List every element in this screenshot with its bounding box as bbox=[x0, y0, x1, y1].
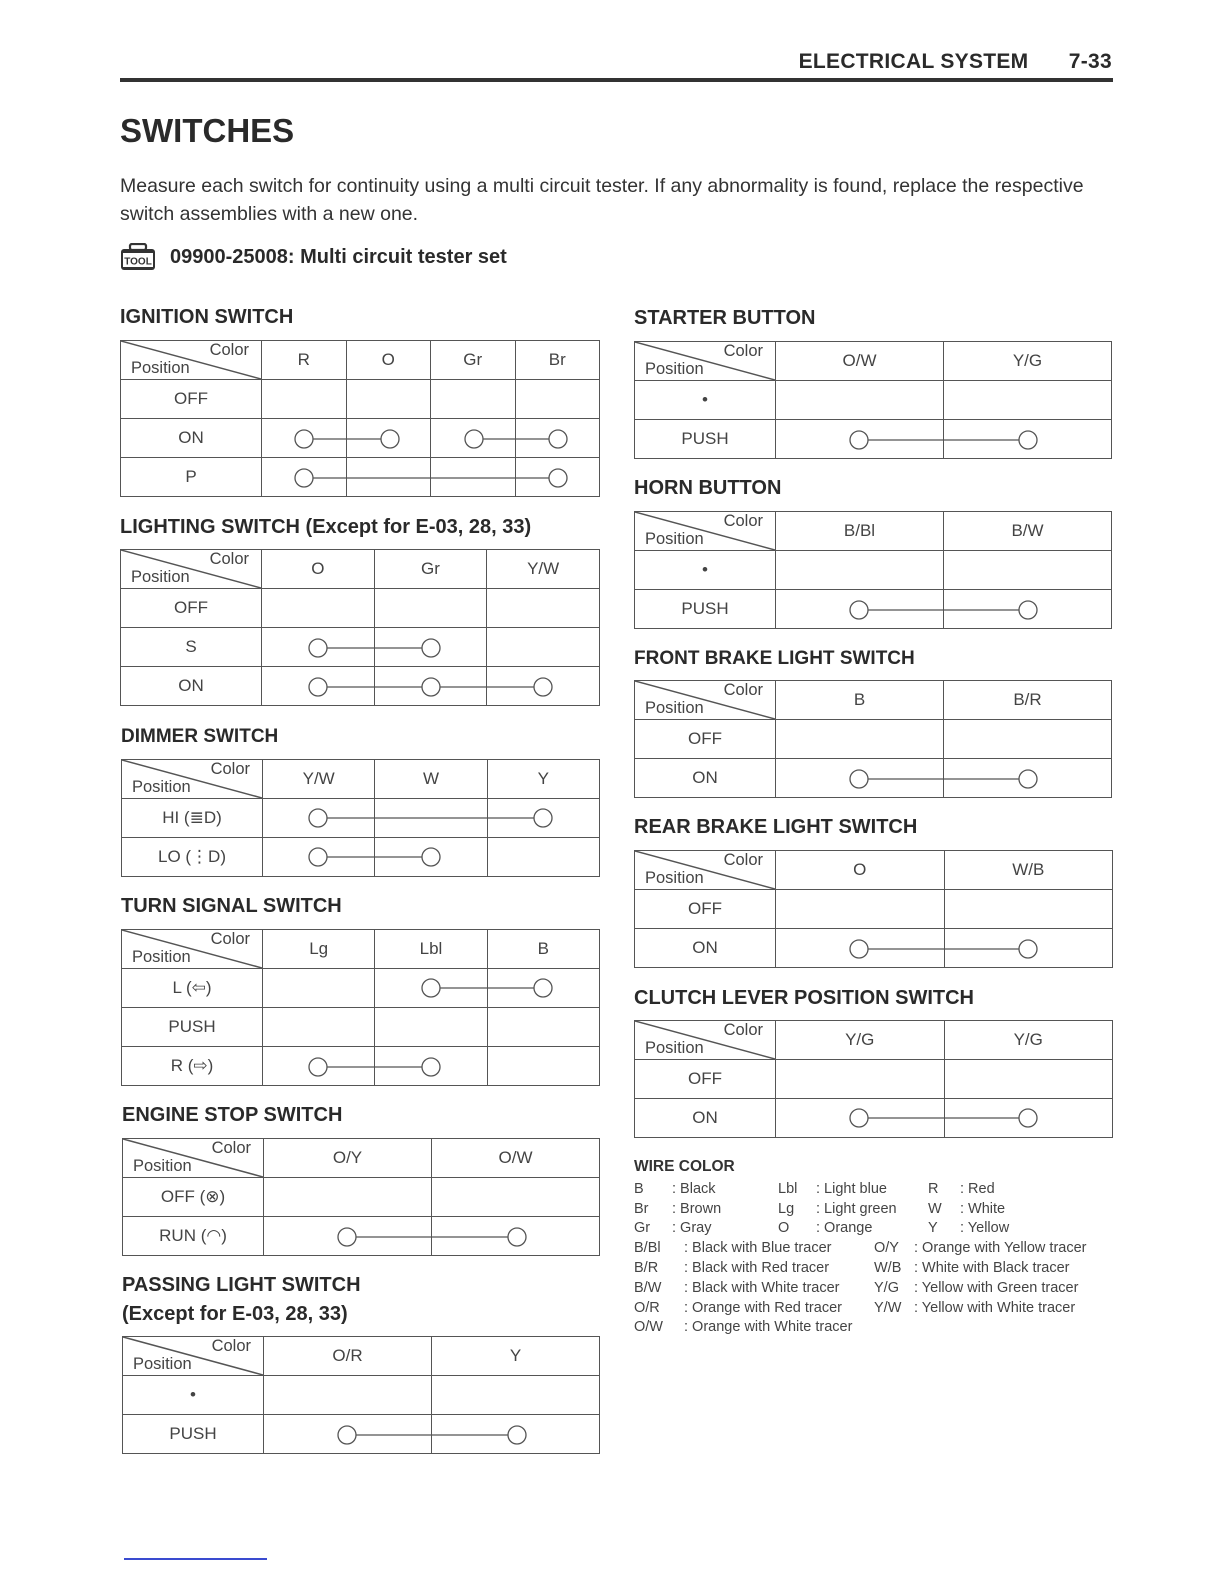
legend-code: O/R bbox=[634, 1299, 660, 1316]
starter-button-title: STARTER BUTTON bbox=[634, 307, 816, 329]
table-row bbox=[635, 1099, 1113, 1138]
passing-light-switch-title bbox=[122, 1271, 361, 1329]
legend-desc: : Gray bbox=[672, 1220, 712, 1237]
ignition-switch-table bbox=[120, 340, 600, 497]
color-label: Color bbox=[723, 512, 763, 530]
table-row bbox=[123, 1178, 600, 1217]
column-header: Lbl bbox=[375, 930, 487, 969]
wire-color-legend bbox=[634, 1158, 1114, 1337]
front-brake-light-switch-title: FRONT BRAKE LIGHT SWITCH bbox=[634, 648, 915, 669]
table-row bbox=[122, 969, 600, 1008]
legend-row bbox=[634, 1238, 1114, 1258]
position-label: Position bbox=[645, 869, 704, 887]
row-label: OFF (⊗) bbox=[123, 1178, 264, 1217]
column-header: B bbox=[487, 930, 599, 969]
legend-code: B/W bbox=[634, 1279, 662, 1296]
table-row bbox=[123, 1415, 600, 1454]
color-label: Color bbox=[723, 681, 763, 699]
legend-row bbox=[634, 1298, 1114, 1318]
legend-code: Y bbox=[928, 1220, 938, 1237]
running-header bbox=[799, 50, 1112, 74]
table-corner-header bbox=[635, 681, 776, 720]
legend-desc: : Light blue bbox=[816, 1180, 887, 1197]
clutch-lever-switch-table bbox=[634, 1020, 1113, 1138]
legend-code: Gr bbox=[634, 1220, 651, 1237]
color-label: Color bbox=[723, 1021, 763, 1039]
legend-desc: : Yellow bbox=[960, 1220, 1010, 1237]
legend-desc: : Black bbox=[672, 1180, 716, 1197]
table-corner-header bbox=[122, 930, 263, 969]
row-label: S bbox=[121, 628, 262, 667]
column-header: Y bbox=[487, 760, 599, 799]
row-label: ON bbox=[635, 759, 776, 798]
legend-code: O/Y bbox=[874, 1240, 899, 1257]
legend-row bbox=[634, 1199, 1114, 1219]
dimmer-switch-table bbox=[121, 759, 600, 877]
legend-desc: : Orange with Yellow tracer bbox=[914, 1240, 1087, 1257]
table-corner-header bbox=[121, 341, 262, 380]
tool-text: 09900-25008: Multi circuit tester set bbox=[170, 245, 507, 268]
column-header: O bbox=[776, 851, 945, 890]
legend-row bbox=[634, 1278, 1114, 1298]
table-row bbox=[121, 589, 600, 628]
column-header: Y/G bbox=[776, 1021, 945, 1060]
row-label: PUSH bbox=[635, 420, 776, 459]
rear-brake-light-switch-title: REAR BRAKE LIGHT SWITCH bbox=[634, 816, 918, 838]
engine-stop-switch-table bbox=[122, 1138, 600, 1256]
column-header: Gr bbox=[431, 341, 516, 380]
color-label: Color bbox=[209, 341, 249, 359]
row-label: PUSH bbox=[122, 1008, 263, 1047]
legend-row bbox=[634, 1258, 1114, 1278]
passing-title-line1: PASSING LIGHT SWITCH bbox=[122, 1274, 361, 1296]
color-label: Color bbox=[210, 760, 250, 778]
column-header: Y/G bbox=[944, 342, 1112, 381]
table-row bbox=[635, 929, 1113, 968]
column-header: W bbox=[375, 760, 487, 799]
column-header: W/B bbox=[944, 851, 1113, 890]
clutch-lever-switch-title: CLUTCH LEVER POSITION SWITCH bbox=[634, 987, 974, 1009]
table-row bbox=[635, 381, 1112, 420]
legend-code: B/Bl bbox=[634, 1240, 661, 1257]
row-label: PUSH bbox=[123, 1415, 264, 1454]
page-number: 7-33 bbox=[1068, 50, 1112, 73]
column-header: B/Bl bbox=[776, 512, 944, 551]
header-rule bbox=[120, 78, 1113, 82]
legend-code: Lbl bbox=[778, 1180, 798, 1197]
dimmer-switch-title: DIMMER SWITCH bbox=[121, 726, 279, 747]
color-label: Color bbox=[211, 1337, 251, 1355]
legend-code: O/W bbox=[634, 1319, 663, 1336]
column-header: B bbox=[776, 681, 944, 720]
column-header: O/W bbox=[432, 1139, 600, 1178]
legend-desc: : Black with White tracer bbox=[684, 1279, 840, 1296]
table-row bbox=[635, 420, 1112, 459]
table-corner-header bbox=[635, 512, 776, 551]
turn-signal-switch-table bbox=[121, 929, 600, 1086]
legend-desc: : Red bbox=[960, 1180, 995, 1197]
column-header: Br bbox=[515, 341, 600, 380]
table-row bbox=[635, 759, 1112, 798]
table-corner-header bbox=[121, 550, 262, 589]
table-row bbox=[121, 667, 600, 706]
column-header: O/W bbox=[776, 342, 944, 381]
column-header: Y/W bbox=[263, 760, 375, 799]
legend-desc: : Brown bbox=[672, 1200, 722, 1217]
legend-code: B/R bbox=[634, 1260, 659, 1277]
row-label: • bbox=[123, 1376, 264, 1415]
legend-desc: : Yellow with White tracer bbox=[914, 1299, 1076, 1316]
position-label: Position bbox=[131, 568, 190, 586]
table-row bbox=[635, 590, 1112, 629]
column-header: Y/W bbox=[487, 550, 600, 589]
row-label: P bbox=[121, 458, 262, 497]
engine-stop-switch-title: ENGINE STOP SWITCH bbox=[122, 1104, 343, 1126]
legend-desc: : Black with Blue tracer bbox=[684, 1240, 832, 1257]
table-row bbox=[122, 838, 600, 877]
column-header: Gr bbox=[374, 550, 487, 589]
column-header: O bbox=[262, 550, 375, 589]
row-label: • bbox=[635, 551, 776, 590]
position-label: Position bbox=[132, 948, 191, 966]
column-header: O/R bbox=[264, 1337, 432, 1376]
legend-code: Y/W bbox=[874, 1299, 902, 1316]
table-corner-header bbox=[122, 760, 263, 799]
color-label: Color bbox=[210, 930, 250, 948]
column-header: B/W bbox=[944, 512, 1112, 551]
table-row bbox=[635, 1060, 1113, 1099]
legend-desc: : Black with Red tracer bbox=[684, 1260, 830, 1277]
position-label: Position bbox=[132, 778, 191, 796]
legend-code: B bbox=[634, 1180, 644, 1197]
row-label: ON bbox=[121, 419, 262, 458]
tool-icon bbox=[120, 243, 156, 271]
legend-code: O bbox=[778, 1220, 790, 1237]
color-label: Color bbox=[723, 342, 763, 360]
intro-paragraph: Measure each switch for continuity using a multi circuit tester. If any abnormality is found, replace the respective switch assemblies with a new one. bbox=[120, 175, 1084, 225]
legend-desc: : Orange with Red tracer bbox=[684, 1299, 842, 1316]
position-label: Position bbox=[131, 359, 190, 377]
legend-desc: : Orange with White tracer bbox=[684, 1319, 853, 1336]
legend-desc: : White bbox=[960, 1200, 1006, 1217]
legend-row bbox=[634, 1318, 1114, 1338]
header-section: ELECTRICAL SYSTEM bbox=[798, 50, 1029, 73]
table-row bbox=[123, 1376, 600, 1415]
front-brake-light-switch-table bbox=[634, 680, 1112, 798]
passing-light-switch-table bbox=[122, 1336, 600, 1454]
horn-button-title: HORN BUTTON bbox=[634, 477, 782, 499]
table-row bbox=[122, 1008, 600, 1047]
legend-code: Lg bbox=[778, 1200, 795, 1217]
row-label: ON bbox=[635, 929, 776, 968]
row-label: OFF bbox=[635, 890, 776, 929]
row-label: • bbox=[635, 381, 776, 420]
table-row bbox=[121, 380, 600, 419]
legend-code: W bbox=[928, 1200, 942, 1217]
position-label: Position bbox=[133, 1355, 192, 1373]
legend-code: W/B bbox=[874, 1260, 902, 1277]
page-title: SWITCHES bbox=[120, 112, 295, 149]
passing-title-line2: (Except for E-03, 28, 33) bbox=[122, 1303, 348, 1325]
table-row bbox=[121, 458, 600, 497]
legend-code: Y/G bbox=[874, 1279, 899, 1296]
row-label: LO (⋮D) bbox=[122, 838, 263, 877]
column-header: R bbox=[262, 341, 347, 380]
table-row bbox=[121, 419, 600, 458]
table-row bbox=[635, 720, 1112, 759]
special-tool-line bbox=[120, 243, 507, 271]
lighting-switch-title: LIGHTING SWITCH (Except for E-03, 28, 33) bbox=[120, 516, 532, 538]
position-label: Position bbox=[133, 1157, 192, 1175]
position-label: Position bbox=[645, 360, 704, 378]
column-header: B/R bbox=[944, 681, 1112, 720]
table-corner-header bbox=[635, 342, 776, 381]
rear-brake-light-switch-table bbox=[634, 850, 1113, 968]
row-label: OFF bbox=[121, 380, 262, 419]
row-label: ON bbox=[635, 1099, 776, 1138]
wire-color-title: WIRE COLOR bbox=[634, 1158, 735, 1175]
position-label: Position bbox=[645, 530, 704, 548]
color-label: Color bbox=[211, 1139, 251, 1157]
legend-desc: : Yellow with Green tracer bbox=[914, 1279, 1079, 1296]
table-row bbox=[635, 890, 1113, 929]
table-row bbox=[123, 1217, 600, 1256]
legend-code: Br bbox=[634, 1200, 649, 1217]
row-label: ON bbox=[121, 667, 262, 706]
legend-row bbox=[634, 1219, 1114, 1239]
tool-icon-label: TOOL bbox=[124, 256, 152, 268]
column-header: Lg bbox=[263, 930, 375, 969]
position-label: Position bbox=[645, 699, 704, 717]
table-row bbox=[635, 551, 1112, 590]
lighting-switch-table bbox=[120, 549, 600, 706]
color-label: Color bbox=[209, 550, 249, 568]
table-corner-header bbox=[123, 1337, 264, 1376]
row-label: OFF bbox=[635, 720, 776, 759]
row-label: PUSH bbox=[635, 590, 776, 629]
color-label: Color bbox=[723, 851, 763, 869]
table-corner-header bbox=[635, 851, 776, 890]
row-label: RUN (◠) bbox=[123, 1217, 264, 1256]
column-header: O bbox=[346, 341, 431, 380]
legend-code: R bbox=[928, 1180, 939, 1197]
column-header: Y/G bbox=[944, 1021, 1113, 1060]
horn-button-table bbox=[634, 511, 1112, 629]
starter-button-table bbox=[634, 341, 1112, 459]
row-label: L (⇦) bbox=[122, 969, 263, 1008]
legend-desc: : Light green bbox=[816, 1200, 897, 1217]
legend-desc: : White with Black tracer bbox=[914, 1260, 1070, 1277]
table-corner-header bbox=[123, 1139, 264, 1178]
table-row bbox=[122, 799, 600, 838]
row-label: R (⇨) bbox=[122, 1047, 263, 1086]
table-corner-header bbox=[635, 1021, 776, 1060]
table-row bbox=[121, 628, 600, 667]
legend-desc: : Orange bbox=[816, 1220, 873, 1237]
row-label: HI (≣D) bbox=[122, 799, 263, 838]
row-label: OFF bbox=[635, 1060, 776, 1099]
row-label: OFF bbox=[121, 589, 262, 628]
legend-row bbox=[634, 1179, 1114, 1199]
footer-link-line bbox=[124, 1558, 267, 1560]
position-label: Position bbox=[645, 1039, 704, 1057]
column-header: O/Y bbox=[264, 1139, 432, 1178]
column-header: Y bbox=[432, 1337, 600, 1376]
ignition-switch-title: IGNITION SWITCH bbox=[120, 306, 294, 328]
turn-signal-switch-title: TURN SIGNAL SWITCH bbox=[121, 895, 342, 917]
table-row bbox=[122, 1047, 600, 1086]
